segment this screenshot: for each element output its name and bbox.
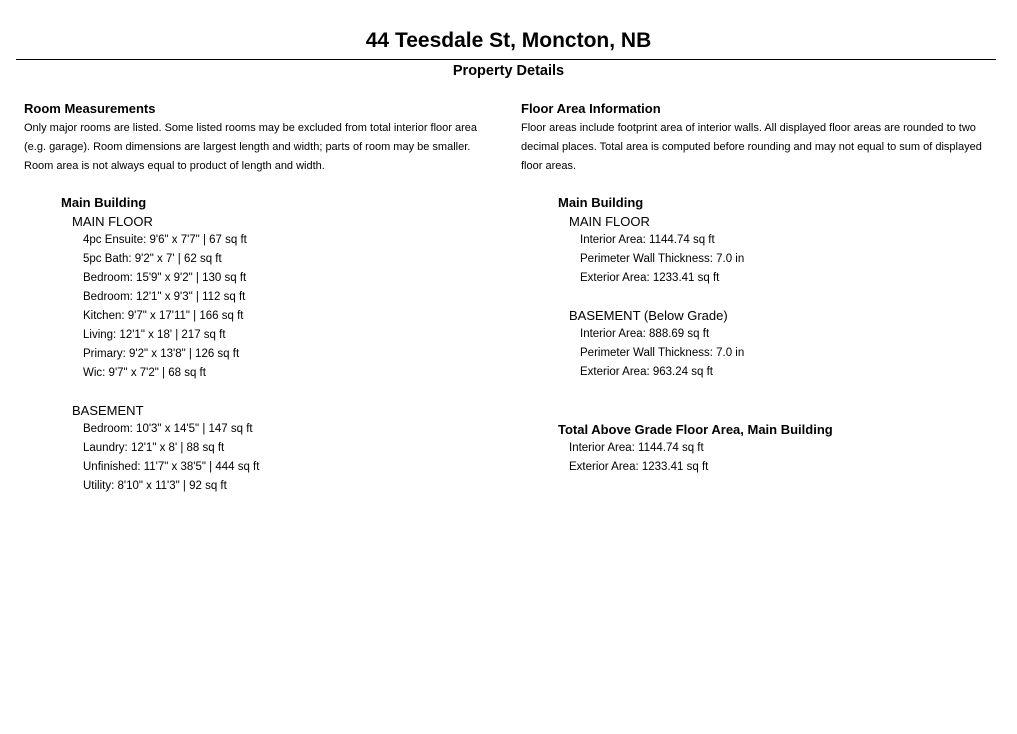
floor-area-heading: Floor Area Information	[521, 101, 661, 116]
spacer	[61, 383, 504, 401]
total-area-list	[569, 439, 1006, 477]
spacer	[558, 288, 1006, 306]
area-entry: Exterior Area: 1233.41 sq ft	[580, 272, 720, 284]
area-entry: Interior Area: 1144.74 sq ft	[580, 234, 715, 246]
description-line: floor areas.	[521, 160, 577, 172]
room-measurements-section	[24, 100, 504, 496]
description-line: Room area is not always equal to product of length and width.	[24, 160, 325, 172]
room-entry: Bedroom: 12'1" x 9'3" | 112 sq ft	[83, 291, 246, 303]
page-title: 44 Teesdale St, Moncton, NB	[365, 29, 652, 52]
room-entry: Laundry: 12'1" x 8' | 88 sq ft	[83, 442, 225, 454]
room-entry: 4pc Ensuite: 9'6" x 7'7" | 67 sq ft	[83, 234, 247, 246]
floor-label-main: MAIN FLOOR	[569, 214, 650, 229]
area-entry: Perimeter Wall Thickness: 7.0 in	[580, 253, 745, 265]
floor-area-building-block	[558, 193, 1006, 477]
title-divider	[16, 59, 996, 60]
page-subtitle: Property Details	[452, 63, 565, 79]
building-name: Main Building	[61, 195, 147, 210]
floor-area-description	[521, 119, 1006, 176]
basement-area-list	[580, 325, 1006, 382]
main-floor-room-list	[83, 231, 504, 383]
room-entry: Bedroom: 10'3" x 14'5" | 147 sq ft	[83, 423, 253, 435]
description-line: Only major rooms are listed. Some listed rooms may be excluded from total interior floor area	[24, 122, 478, 134]
room-entry: Wic: 9'7" x 7'2" | 68 sq ft	[83, 367, 206, 379]
room-entry: Utility: 8'10" x 11'3" | 92 sq ft	[83, 480, 227, 492]
room-entry: Primary: 9'2" x 13'8" | 126 sq ft	[83, 348, 240, 360]
room-measurements-description	[24, 119, 504, 176]
main-floor-area-list	[580, 231, 1006, 288]
floor-label-basement: BASEMENT (Below Grade)	[569, 308, 728, 323]
floor-area-section	[521, 100, 1006, 477]
spacer	[558, 382, 1006, 420]
room-entry: Kitchen: 9'7" x 17'11" | 166 sq ft	[83, 310, 244, 322]
area-entry: Exterior Area: 963.24 sq ft	[580, 366, 713, 378]
description-line: decimal places. Total area is computed before rounding and may not equal to sum of displayed	[521, 141, 982, 153]
room-entry: Bedroom: 15'9" x 9'2" | 130 sq ft	[83, 272, 247, 284]
room-measurements-heading: Room Measurements	[24, 101, 156, 116]
room-entry: Living: 12'1" x 18' | 217 sq ft	[83, 329, 226, 341]
total-area-heading: Total Above Grade Floor Area, Main Building	[558, 422, 833, 437]
area-entry: Interior Area: 888.69 sq ft	[580, 328, 710, 340]
total-area-entry: Interior Area: 1144.74 sq ft	[569, 442, 704, 454]
room-entry: Unfinished: 11'7" x 38'5" | 444 sq ft	[83, 461, 260, 473]
floor-label-main: MAIN FLOOR	[72, 214, 153, 229]
room-building-block	[61, 193, 504, 496]
description-line: Floor areas include footprint area of interior walls. All displayed floor areas are rounded to two	[521, 122, 976, 134]
floor-label-basement: BASEMENT	[72, 403, 144, 418]
basement-room-list	[83, 420, 504, 496]
description-line: (e.g. garage). Room dimensions are largest length and width; parts of room may be smaller.	[24, 141, 471, 153]
area-entry: Perimeter Wall Thickness: 7.0 in	[580, 347, 745, 359]
total-area-entry: Exterior Area: 1233.41 sq ft	[569, 461, 709, 473]
room-entry: 5pc Bath: 9'2" x 7' | 62 sq ft	[83, 253, 222, 265]
building-name: Main Building	[558, 195, 644, 210]
